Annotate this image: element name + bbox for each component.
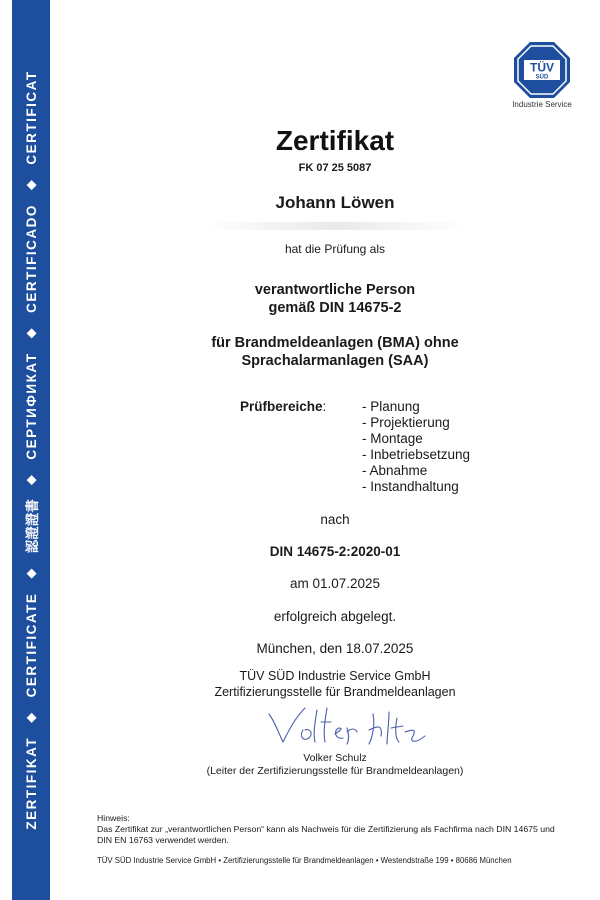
area-item: - Inbetriebsetzung: [362, 447, 471, 462]
footer-address: TÜV SÜD Industrie Service GmbH • Zertifizierungsstelle für Brandmeldeanlagen • Westendstraße 199 • 80686 München: [97, 856, 512, 865]
notes-heading: Hinweis:: [97, 813, 130, 823]
certificate-number: FK 07 25 5087: [298, 162, 372, 174]
band-word-russian: СЕРТИФИКАТ: [23, 352, 39, 460]
system-line-2: Sprachalarmanlagen (SAA): [241, 353, 429, 369]
org-line-2: Zertifizierungsstelle für Brandmeldeanlagen: [214, 685, 456, 699]
signer-role: (Leiter der Zertifizierungsstelle für Brandmeldeanlagen): [206, 765, 464, 777]
band-word-certificado: CERTIFICADO: [23, 204, 39, 313]
band-word-chinese: 認證證書: [25, 499, 41, 554]
holder-name: Johann Löwen: [275, 193, 395, 212]
logo-tagline: Industrie Service: [512, 100, 572, 109]
side-band-text: [21, 56, 41, 843]
band-word-zertifikat: ZERTIFIKAT: [23, 736, 39, 830]
notes-text: Das Zertifikat zur „verantwortlichen Person“ kann als Nachweis für die Zertifizierung als Fachfirma nach DIN 14675 und DIN EN 16763 verwendet werden.: [97, 824, 555, 845]
tuv-octagon-icon: [512, 40, 572, 100]
area-item: - Instandhaltung: [362, 479, 459, 494]
logo-mark-bottom: SÜD: [535, 74, 549, 81]
passed-line: erfolgreich abgelegt.: [273, 609, 397, 624]
signature-image: [265, 700, 435, 750]
area-item: - Projektierung: [362, 415, 450, 430]
signer-name: Volker Schulz: [303, 752, 367, 764]
band-word-certificate: CERTIFICATE: [23, 592, 39, 698]
standard-line: DIN 14675-2:2020-01: [269, 544, 401, 559]
role-line-1: verantwortliche Person: [254, 282, 416, 298]
logo-mark-top: TÜV: [530, 60, 554, 75]
place-date: München, den 18.07.2025: [256, 641, 414, 656]
certificate-title: Zertifikat: [275, 125, 395, 156]
diamond-icon: ◆: [23, 567, 38, 579]
tuv-sud-logo: [509, 40, 575, 109]
role-line-2: gemäß DIN 14675-2: [268, 300, 402, 316]
areas-label: [240, 399, 326, 414]
areas-list: [362, 399, 470, 495]
exam-line: hat die Prüfung als: [284, 242, 386, 256]
nach-line: nach: [320, 512, 350, 527]
diamond-icon: ◆: [23, 178, 38, 191]
areas-label-colon: :: [322, 399, 327, 414]
notes-block: [97, 813, 567, 846]
org-line-1: TÜV SÜD Industrie Service GmbH: [239, 669, 431, 683]
diamond-icon: ◆: [23, 326, 38, 339]
area-item: - Abnahme: [362, 463, 428, 478]
system-line-1: für Brandmeldeanlagen (BMA) ohne: [211, 335, 459, 351]
exam-date: am 01.07.2025: [289, 576, 381, 591]
redacted-line: [205, 222, 465, 230]
areas-label-text: Prüfbereiche: [240, 399, 323, 414]
band-word-certificat: CERTIFICAT: [23, 70, 39, 165]
area-item: - Planung: [362, 399, 420, 414]
diamond-icon: ◆: [23, 711, 38, 723]
area-item: - Montage: [362, 431, 423, 446]
diamond-icon: ◆: [23, 473, 38, 486]
